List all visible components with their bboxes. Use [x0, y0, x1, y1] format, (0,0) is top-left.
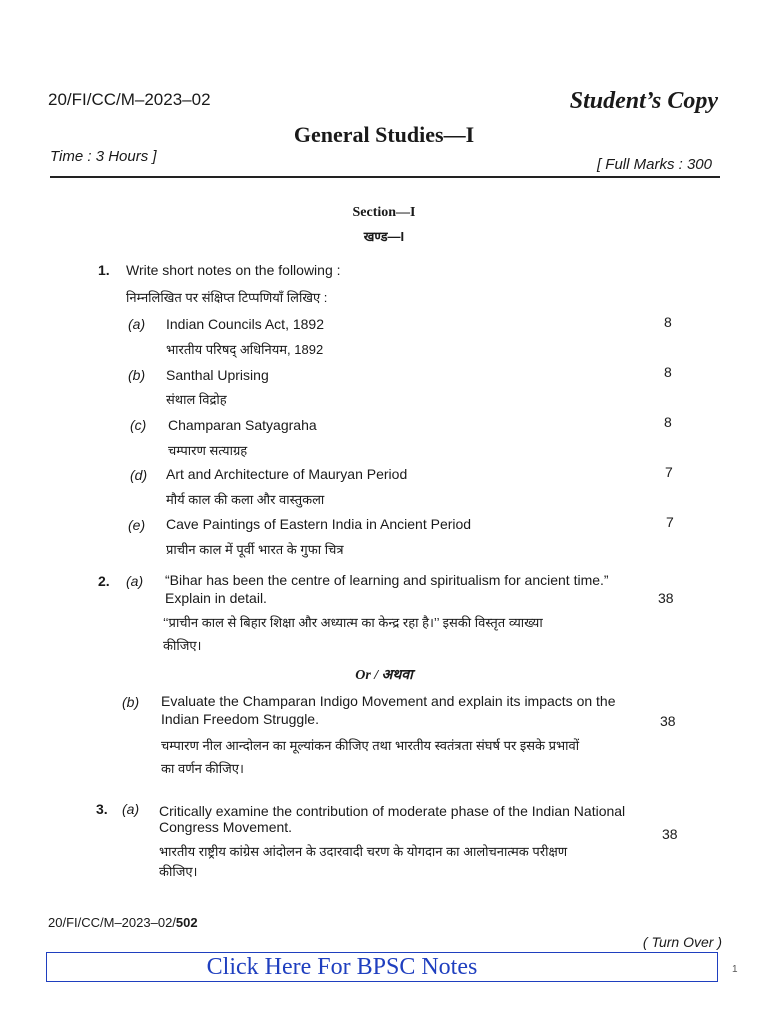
part-label: (b): [122, 694, 140, 710]
item-marks: 7: [665, 464, 673, 480]
item-label: (a): [128, 316, 146, 332]
question-text-hi: भारतीय राष्ट्रीय कांग्रेस आंदोलन के उदारवादी चरण के योगदान का आलोचनात्मक परीक्षण: [159, 844, 568, 859]
item-text-en: Santhal Uprising: [166, 367, 269, 383]
time-allowed: Time : 3 Hours ]: [50, 148, 157, 165]
item-marks: 8: [664, 314, 672, 330]
item-marks: 8: [664, 364, 672, 380]
item-text-hi: मौर्य काल की कला और वास्तुकला: [166, 492, 325, 507]
paper-title: General Studies—I: [293, 122, 475, 147]
item-label: (b): [128, 367, 146, 383]
item-label: (e): [128, 517, 146, 533]
part-label: (a): [126, 573, 144, 589]
question-marks: 38: [658, 590, 674, 606]
question-text-hi: ‘‘प्राचीन काल से बिहार शिक्षा और अध्यात्म का केन्द्र रहा है।’’ इसकी विस्तृत व्याख्या: [163, 615, 543, 630]
question-text-hi: कीजिए।: [163, 638, 202, 653]
section-title-en: Section—I: [352, 205, 416, 220]
question-marks: 38: [660, 713, 676, 729]
question-text-en: Congress Movement.: [159, 819, 293, 835]
item-text-hi: संथाल विद्रोह: [166, 392, 227, 407]
item-text-hi: भारतीय परिषद् अधिनियम, 1892: [166, 342, 324, 357]
full-marks: [ Full Marks : 300: [596, 156, 712, 173]
section-title-hi: खण्ड—I: [363, 229, 405, 244]
question-text-hi: का वर्णन कीजिए।: [161, 761, 244, 776]
item-text-en: Art and Architecture of Mauryan Period: [166, 466, 408, 482]
copy-label: Student’s Copy: [569, 88, 718, 114]
question-prompt-en: Write short notes on the following :: [126, 262, 341, 278]
question-marks: 38: [662, 826, 678, 842]
question-text-en: Evaluate the Champaran Indigo Movement and explain its impacts on the: [161, 693, 616, 709]
item-marks: 8: [664, 414, 672, 430]
question-number: 3.: [96, 801, 108, 817]
question-text-hi: कीजिए।: [159, 864, 198, 879]
item-text-hi: प्राचीन काल में पूर्वी भारत के गुफा चित्र: [166, 542, 344, 557]
item-text-en: Champaran Satyagraha: [168, 417, 317, 433]
question-text-en: Explain in detail.: [165, 590, 267, 606]
bpsc-notes-link[interactable]: Click Here For BPSC Notes: [46, 952, 718, 982]
footer-paper-code: 20/FI/CC/M–2023–02/502: [48, 915, 198, 930]
paper-code: 20/FI/CC/M–2023–02: [48, 90, 211, 109]
question-text-en: “Bihar has been the centre of learning and spiritualism for ancient time.”: [165, 572, 609, 588]
question-text-en: Critically examine the contribution of moderate phase of the Indian National: [159, 803, 626, 819]
question-number: 2.: [98, 573, 110, 589]
question-number: 1.: [98, 262, 110, 278]
item-text-en: Cave Paintings of Eastern India in Ancient Period: [166, 516, 472, 532]
item-label: (d): [130, 467, 148, 483]
or-divider: Or / अथवा: [355, 668, 413, 683]
item-label: (c): [130, 417, 147, 433]
item-text-hi: चम्पारण सत्याग्रह: [168, 443, 248, 458]
item-text-en: Indian Councils Act, 1892: [166, 316, 324, 332]
header-divider: [50, 176, 720, 178]
turn-over: ( Turn Over ): [642, 934, 722, 950]
question-text-hi: चम्पारण नील आन्दोलन का मूल्यांकन कीजिए तथा भारतीय स्वतंत्रता संघर्ष पर इसके प्रभावों: [161, 738, 580, 753]
question-text-en: Indian Freedom Struggle.: [161, 711, 319, 727]
item-marks: 7: [666, 514, 674, 530]
corner-mark: 1: [732, 964, 738, 975]
part-label: (a): [122, 801, 140, 817]
question-prompt-hi: निम्नलिखित पर संक्षिप्त टिप्पणियाँ लिखिए :: [126, 290, 328, 305]
